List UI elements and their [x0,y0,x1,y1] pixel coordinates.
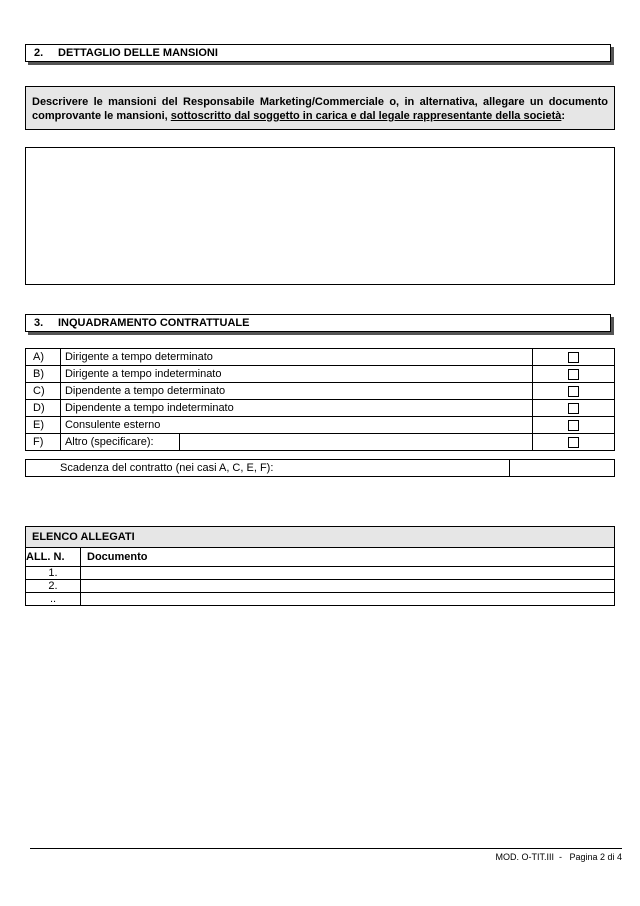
footer-divider [30,848,622,849]
duties-description-area[interactable] [25,147,615,285]
option-f-label: Altro (specificare): [64,436,154,448]
option-row-c [26,383,615,400]
section-2-header [25,44,611,62]
option-row-e [26,417,615,434]
option-label: Dipendente a tempo determinato [60,383,532,400]
option-checkbox-cell [532,383,614,400]
option-checkbox-cell [532,366,614,383]
option-letter: A) [26,349,61,366]
table-row [26,593,615,606]
option-letter: F) [26,434,61,451]
section-3-title: INQUADRAMENTO CONTRATTUALE [58,317,250,329]
option-label: Dirigente a tempo indeterminato [60,366,532,383]
option-letter: B) [26,366,61,383]
instruction-box [25,86,615,130]
attachments-col-num: ALL. N. [26,548,81,567]
checkbox-d[interactable] [568,403,579,414]
instruction-end: : [561,110,566,122]
option-letter: D) [26,400,61,417]
option-label [60,434,532,451]
section-3-header [25,314,611,332]
option-checkbox-cell [532,434,614,451]
option-label: Dirigente a tempo determinato [60,349,532,366]
contract-expiry-input[interactable] [510,460,615,477]
option-checkbox-cell [532,349,614,366]
option-letter: C) [26,383,61,400]
instruction-text: Descrivere le mansioni del Responsabile Marketing/Commerciale o, in alternativa, allegare un documento comprovante le mansioni, [32,96,608,122]
table-row [26,567,615,580]
contract-expiry-label: Scadenza del contratto (nei casi A, C, E, F): [26,460,510,477]
checkbox-a[interactable] [568,352,579,363]
instruction-underlined: sottoscritto dal soggetto in carica e dal legale rappresentante della società [170,110,562,122]
contract-expiry-table [25,459,615,477]
page-footer: MOD. O-TIT.III - Pagina 2 di 4 [495,852,622,862]
option-checkbox-cell [532,400,614,417]
attachment-number: 1. [26,567,81,580]
attachment-document-input[interactable] [81,580,615,593]
contract-options-table [25,348,615,451]
section-2-number: 2. [34,47,44,59]
attachment-number: 2. [26,580,81,593]
checkbox-f[interactable] [568,437,579,448]
table-row [26,580,615,593]
option-label: Dipendente a tempo indeterminato [60,400,532,417]
option-letter: E) [26,417,61,434]
checkbox-e[interactable] [568,420,579,431]
option-row-b [26,366,615,383]
attachment-document-input[interactable] [81,567,615,580]
option-row-d [26,400,615,417]
attachments-col-doc: Documento [81,548,615,567]
attachment-document-input[interactable] [81,593,615,606]
attachments-table [25,526,615,606]
checkbox-c[interactable] [568,386,579,397]
checkbox-b[interactable] [568,369,579,380]
specify-input[interactable] [179,434,532,450]
option-label: Consulente esterno [60,417,532,434]
attachments-title: ELENCO ALLEGATI [26,527,615,548]
section-2-title: DETTAGLIO DELLE MANSIONI [58,47,218,59]
option-row-f [26,434,615,451]
option-row-a [26,349,615,366]
attachment-number: .. [26,593,81,606]
option-checkbox-cell [532,417,614,434]
section-3-number: 3. [34,317,44,329]
